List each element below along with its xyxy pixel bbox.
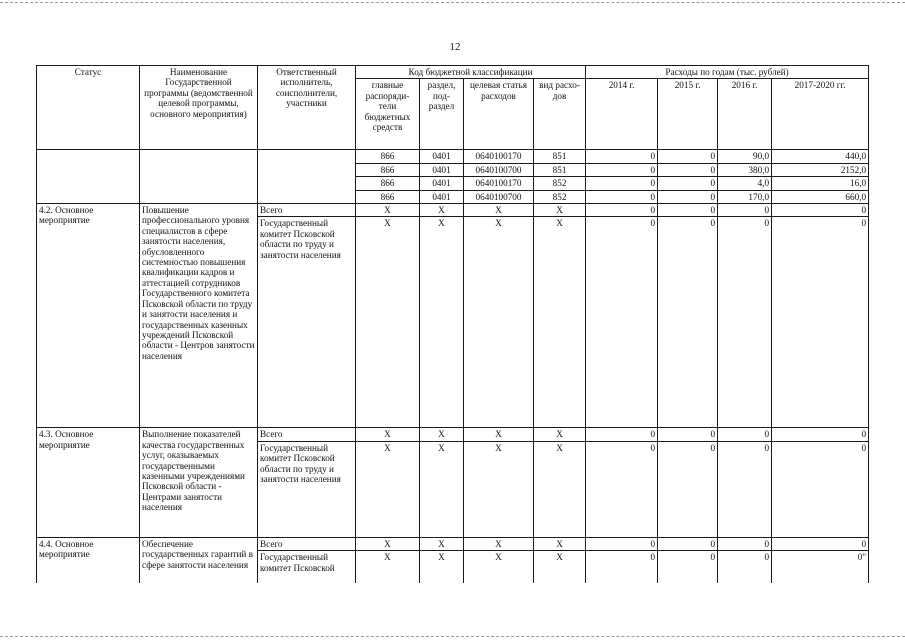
- value-2016: 380,0: [718, 163, 772, 176]
- value-2016: 0: [718, 441, 772, 537]
- value-2017-2020: 16,0: [772, 177, 869, 190]
- kind-cell: 852: [534, 177, 586, 190]
- scan-edge-top: [0, 2, 905, 3]
- value-2017-2020: 0: [772, 537, 869, 550]
- value-2015: 0: [658, 551, 718, 584]
- kind-cell: 851: [534, 163, 586, 176]
- grbs-cell: 866: [356, 190, 420, 203]
- grbs-cell: X: [356, 217, 420, 428]
- kind-cell: 852: [534, 190, 586, 203]
- kind-cell: X: [534, 441, 586, 537]
- section-cell: 0401: [420, 190, 464, 203]
- page-number: 12: [449, 41, 461, 53]
- value-2014: 0: [586, 428, 658, 441]
- value-2017-2020: 0": [772, 551, 869, 584]
- value-2015: 0: [658, 441, 718, 537]
- header-spending: Расходы по годам (тыс. рублей): [586, 66, 869, 79]
- value-2016: 0: [718, 428, 772, 441]
- value-2014: 0: [586, 150, 658, 163]
- value-2014: 0: [586, 177, 658, 190]
- target-cell: X: [464, 537, 534, 550]
- header-2015: 2015 г.: [658, 79, 718, 150]
- kind-cell: X: [534, 428, 586, 441]
- value-2014: 0: [586, 217, 658, 428]
- header-2016: 2016 г.: [718, 79, 772, 150]
- value-2014: 0: [586, 441, 658, 537]
- target-cell: 0640100170: [464, 177, 534, 190]
- value-2017-2020: 440,0: [772, 150, 869, 163]
- name-cell: Повышение профессионального уровня специалистов в сфере занятости населения, обусловленного системностью повышения квалификации кадров и аттестацией сотрудников Государственного комитета Псковской области по труду и занятости населения и государственных казенных учреждений Псковской области - Центров занятости населения: [140, 204, 258, 428]
- header-2017-2020: 2017-2020 гг.: [772, 79, 869, 150]
- value-2017-2020: 0: [772, 217, 869, 428]
- header-grbs: главные распоряди-тели бюджетных средств: [356, 79, 420, 150]
- section-cell: X: [420, 428, 464, 441]
- value-2014: 0: [586, 537, 658, 550]
- value-2017-2020: 0: [772, 441, 869, 537]
- section-cell: X: [420, 217, 464, 428]
- status-cell: 4.4. Основное мероприятие: [37, 537, 140, 583]
- grbs-cell: X: [356, 428, 420, 441]
- value-2016: 90,0: [718, 150, 772, 163]
- section-cell: X: [420, 204, 464, 217]
- executor-cell: Государственный комитет Псковской области по труду и занятости населения: [258, 217, 356, 428]
- header-target: целевая статья расходов: [464, 79, 534, 150]
- value-2015: 0: [658, 190, 718, 203]
- target-cell: X: [464, 428, 534, 441]
- grbs-cell: 866: [356, 163, 420, 176]
- executor-cell: Государственный комитет Псковской области по труду и занятости населения: [258, 441, 356, 537]
- target-cell: X: [464, 551, 534, 584]
- kind-cell: 851: [534, 150, 586, 163]
- value-2017-2020: 0: [772, 204, 869, 217]
- grbs-cell: X: [356, 551, 420, 584]
- kind-cell: X: [534, 204, 586, 217]
- value-2015: 0: [658, 537, 718, 550]
- kind-cell: X: [534, 537, 586, 550]
- value-2015: 0: [658, 150, 718, 163]
- section-cell: 0401: [420, 150, 464, 163]
- executor-cell: Всего: [258, 204, 356, 217]
- target-cell: 0640100700: [464, 190, 534, 203]
- value-2014: 0: [586, 163, 658, 176]
- header-status: Статус: [37, 66, 140, 150]
- value-2016: 0: [718, 204, 772, 217]
- value-2015: 0: [658, 177, 718, 190]
- table-row: [37, 150, 869, 163]
- value-2015: 0: [658, 204, 718, 217]
- value-2016: 170,0: [718, 190, 772, 203]
- table-row: [37, 428, 869, 441]
- target-cell: X: [464, 441, 534, 537]
- grbs-cell: X: [356, 204, 420, 217]
- executor-cell: [258, 150, 356, 204]
- executor-cell: Государственный комитет Псковской: [258, 551, 356, 584]
- grbs-cell: X: [356, 537, 420, 550]
- value-2016: 0: [718, 551, 772, 584]
- budget-table: [36, 65, 869, 583]
- kind-cell: X: [534, 217, 586, 428]
- grbs-cell: 866: [356, 150, 420, 163]
- section-cell: 0401: [420, 163, 464, 176]
- header-2014: 2014 г.: [586, 79, 658, 150]
- value-2016: 0: [718, 217, 772, 428]
- target-cell: 0640100170: [464, 150, 534, 163]
- value-2014: 0: [586, 204, 658, 217]
- value-2015: 0: [658, 428, 718, 441]
- section-cell: 0401: [420, 177, 464, 190]
- value-2016: 4,0: [718, 177, 772, 190]
- scan-edge-bottom: [0, 636, 905, 637]
- header-budget-code: Код бюджетной классификации: [356, 66, 586, 79]
- value-2015: 0: [658, 163, 718, 176]
- value-2017-2020: 660,0: [772, 190, 869, 203]
- value-2014: 0: [586, 551, 658, 584]
- grbs-cell: X: [356, 441, 420, 537]
- header-kind: вид расхо-дов: [534, 79, 586, 150]
- value-2017-2020: 2152,0: [772, 163, 869, 176]
- name-cell: Выполнение показателей качества государственных услуг, оказываемых государственными казенными учреждениями Псковской области - Центрами занятости населения: [140, 428, 258, 537]
- header-section: раздел, под-раздел: [420, 79, 464, 150]
- value-2015: 0: [658, 217, 718, 428]
- section-cell: X: [420, 441, 464, 537]
- target-cell: X: [464, 204, 534, 217]
- name-cell: Обеспечение государственных гарантий в сфере занятости населения: [140, 537, 258, 583]
- target-cell: X: [464, 217, 534, 428]
- target-cell: 0640100700: [464, 163, 534, 176]
- table-row: [37, 204, 869, 217]
- name-cell: [140, 150, 258, 204]
- section-cell: X: [420, 551, 464, 584]
- value-2017-2020: 0: [772, 428, 869, 441]
- kind-cell: X: [534, 551, 586, 584]
- grbs-cell: 866: [356, 177, 420, 190]
- status-cell: 4.2. Основное мероприятие: [37, 204, 140, 428]
- section-cell: X: [420, 537, 464, 550]
- executor-cell: Всего: [258, 428, 356, 441]
- header-executor: Ответственный исполнитель, соисполнители, участники: [258, 66, 356, 150]
- executor-cell: Всего: [258, 537, 356, 550]
- value-2014: 0: [586, 190, 658, 203]
- value-2016: 0: [718, 537, 772, 550]
- status-cell: [37, 150, 140, 204]
- status-cell: 4.3. Основное мероприятие: [37, 428, 140, 537]
- table-row: [37, 537, 869, 550]
- header-program-name: Наименование Государственной программы (ведомственной целевой программы, основного мероприятия): [140, 66, 258, 150]
